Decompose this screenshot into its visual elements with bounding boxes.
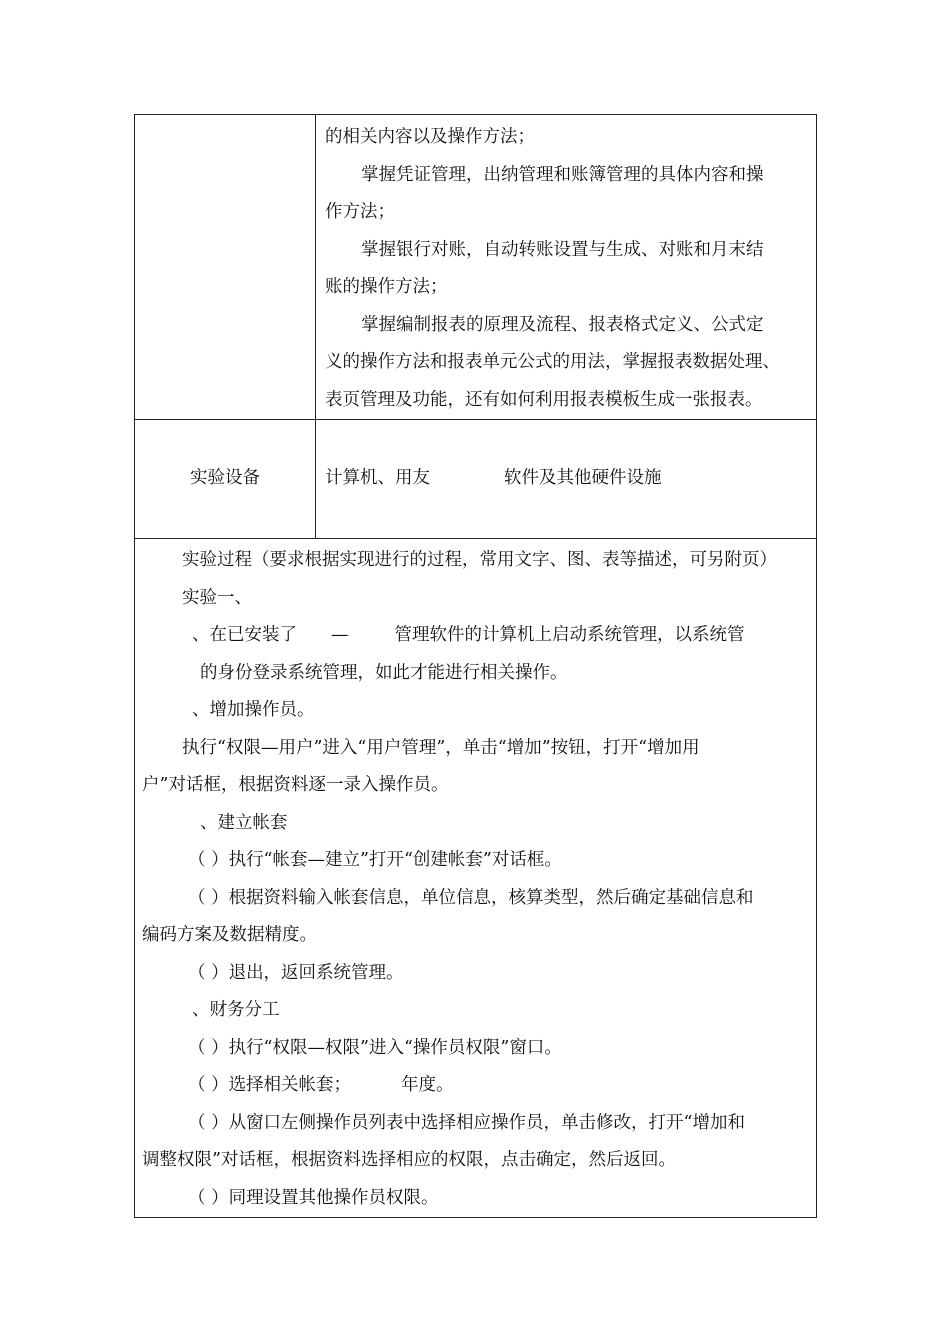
step-4-sub-4: （ ）同理设置其他操作员权限。 <box>188 1187 439 1208</box>
objective-line: 义的操作方法和报表单元公式的用法，掌握报表数据处理、 <box>325 352 780 372</box>
objective-line: 掌握银行对账，自动转账设置与生成、对账和月末结 <box>361 239 764 260</box>
step-4-sub-3-line-1: （ ）从窗口左侧操作员列表中选择相应操作员，单击修改，打开“增加和 <box>188 1112 746 1133</box>
objective-line: 掌握凭证管理，出纳管理和账簿管理的具体内容和操 <box>361 164 764 185</box>
step-2-title: 、增加操作员。 <box>192 700 315 720</box>
step-3-sub-2-line-1: （ ）根据资料输入帐套信息，单位信息，核算类型，然后确定基础信息和 <box>188 887 754 908</box>
objective-line: 掌握编制报表的原理及流程、报表格式定义、公式定 <box>361 314 764 335</box>
process-content-cell <box>135 539 817 1218</box>
step-3-sub-2-line-2: 编码方案及数据精度。 <box>142 925 317 945</box>
objectives-content-cell <box>316 115 817 420</box>
step-3-sub-3: （ ）退出，返回系统管理。 <box>188 962 404 983</box>
objectives-row <box>135 115 817 420</box>
equipment-row <box>135 420 817 539</box>
equipment-value <box>316 420 817 539</box>
process-heading: 实验过程（要求根据实现进行的过程，常用文字、图、表等描述，可另附页） <box>182 550 777 570</box>
objective-line: 作方法； <box>325 202 395 222</box>
equipment-value-part2: 软件及其他硬件设施 <box>504 467 662 488</box>
step-1-dash: — <box>331 625 349 645</box>
step-4-sub-3-line-2: 调整权限”对话框，根据资料选择相应的权限，点击确定，然后返回。 <box>142 1150 676 1170</box>
step-1-text-a: 、在已安装了 <box>192 625 297 645</box>
step-1-line-2: 的身份登录系统管理，如此才能进行相关操作。 <box>200 662 568 683</box>
step-2-line-2: 户”对话框，根据资料逐一录入操作员。 <box>142 775 449 795</box>
objective-line: 账的操作方法； <box>325 277 448 297</box>
objective-line: 表页管理及功能，还有如何利用报表模板生成一张报表。 <box>325 389 763 410</box>
objectives-label-cell <box>135 115 316 420</box>
step-4-sub-2 <box>142 1067 810 1105</box>
step-3-sub-1: （ ）执行“帐套—建立”打开“创建帐套”对话框。 <box>188 850 562 870</box>
equipment-value-part1: 计算机、用友 <box>325 467 430 488</box>
experiment-one-title: 实验一、 <box>182 587 252 608</box>
objective-line: 的相关内容以及操作方法； <box>325 127 535 147</box>
equipment-label: 实验设备 <box>135 420 316 539</box>
experiment-table <box>134 114 817 1218</box>
step-4-sub-2-text-a: （ ）选择相关帐套； <box>188 1075 352 1095</box>
step-3-title: 、建立帐套 <box>200 812 288 833</box>
process-row <box>135 539 817 1218</box>
step-4-sub-1: （ ）执行“权限—权限”进入“操作员权限”窗口。 <box>188 1037 562 1058</box>
step-2-line-1: 执行“权限—用户”进入“用户管理”，单击“增加”按钮，打开“增加用 <box>182 737 700 758</box>
step-4-sub-2-text-b: 年度。 <box>401 1075 454 1095</box>
step-1-text-b: 管理软件的计算机上启动系统管理，以系统管 <box>394 625 745 645</box>
step-4-title: 、财务分工 <box>192 1000 280 1020</box>
step-1-line-1 <box>142 617 810 655</box>
